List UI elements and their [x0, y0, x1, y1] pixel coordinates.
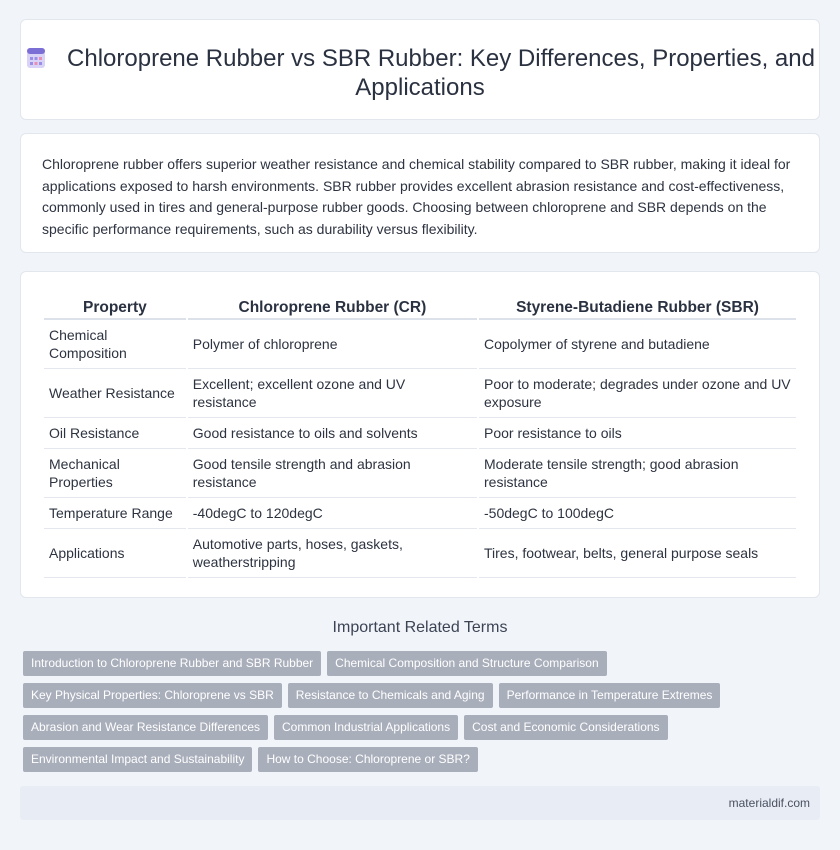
header-property: Property: [44, 294, 186, 320]
related-term-tag[interactable]: Introduction to Chloroprene Rubber and SBR Rubber: [23, 651, 321, 676]
cell-sbr: Poor resistance to oils: [479, 418, 796, 449]
header-cr: Chloroprene Rubber (CR): [188, 294, 477, 320]
tag-row: [23, 747, 823, 779]
document-icon: [25, 47, 47, 69]
related-term-tag[interactable]: Resistance to Chemicals and Aging: [288, 683, 493, 708]
page-title: Chloroprene Rubber vs SBR Rubber: Key Differences, Properties, and Applications: [67, 45, 815, 101]
intro-text: Chloroprene rubber offers superior weather resistance and chemical stability compared to SBR rubber, making it ideal for applications exposed to harsh environments. SBR rubber provides excellent abrasion resistance and cost-effectiveness, commonly used in tires and general-purpose rubber goods. Choosing between chloroprene and SBR depends on the specific performance requirements, such as durability versus flexibility.: [42, 156, 791, 237]
tag-row: [23, 683, 823, 715]
related-term-tag[interactable]: Performance in Temperature Extremes: [499, 683, 721, 708]
table-header-row: [44, 294, 796, 320]
related-term-tag[interactable]: Abrasion and Wear Resistance Differences: [23, 715, 268, 740]
cell-sbr: Copolymer of styrene and butadiene: [479, 320, 796, 369]
related-term-tag[interactable]: How to Choose: Chloroprene or SBR?: [258, 747, 477, 772]
table-row: [44, 369, 796, 418]
table-row: [44, 449, 796, 498]
comparison-table-card: [20, 271, 820, 598]
intro-card: [20, 133, 820, 253]
cell-sbr: Moderate tensile strength; good abrasion resistance: [479, 449, 796, 498]
related-term-tag[interactable]: Chemical Composition and Structure Comparison: [327, 651, 606, 676]
cell-sbr: Poor to moderate; degrades under ozone and UV exposure: [479, 369, 796, 418]
cell-property: Temperature Range: [44, 498, 186, 529]
related-term-tag[interactable]: Key Physical Properties: Chloroprene vs SBR: [23, 683, 282, 708]
tag-row: [23, 651, 823, 683]
footer: [20, 786, 820, 820]
header-sbr: Styrene-Butadiene Rubber (SBR): [479, 294, 796, 320]
cell-cr: Good resistance to oils and solvents: [188, 418, 477, 449]
cell-property: Weather Resistance: [44, 369, 186, 418]
related-term-tag[interactable]: Environmental Impact and Sustainability: [23, 747, 252, 772]
tag-row: [23, 715, 823, 747]
cell-property: Mechanical Properties: [44, 449, 186, 498]
table-row: [44, 529, 796, 578]
cell-cr: Good tensile strength and abrasion resistance: [188, 449, 477, 498]
table-row: [44, 320, 796, 369]
table-row: [44, 418, 796, 449]
cell-sbr: -50degC to 100degC: [479, 498, 796, 529]
related-terms-list: [23, 651, 823, 779]
related-term-tag[interactable]: Cost and Economic Considerations: [464, 715, 667, 740]
cell-cr: -40degC to 120degC: [188, 498, 477, 529]
comparison-table: [42, 294, 798, 578]
cell-sbr: Tires, footwear, belts, general purpose seals: [479, 529, 796, 578]
page-title-wrap: [21, 44, 819, 102]
table-row: [44, 498, 796, 529]
related-terms-heading: Important Related Terms: [332, 619, 508, 636]
footer-site-link[interactable]: materialdif.com: [728, 796, 810, 810]
header-card: [20, 19, 820, 120]
cell-property: Applications: [44, 529, 186, 578]
cell-property: Chemical Composition: [44, 320, 186, 369]
cell-cr: Automotive parts, hoses, gaskets, weatherstripping: [188, 529, 477, 578]
cell-cr: Excellent; excellent ozone and UV resistance: [188, 369, 477, 418]
cell-cr: Polymer of chloroprene: [188, 320, 477, 369]
related-term-tag[interactable]: Common Industrial Applications: [274, 715, 458, 740]
cell-property: Oil Resistance: [44, 418, 186, 449]
